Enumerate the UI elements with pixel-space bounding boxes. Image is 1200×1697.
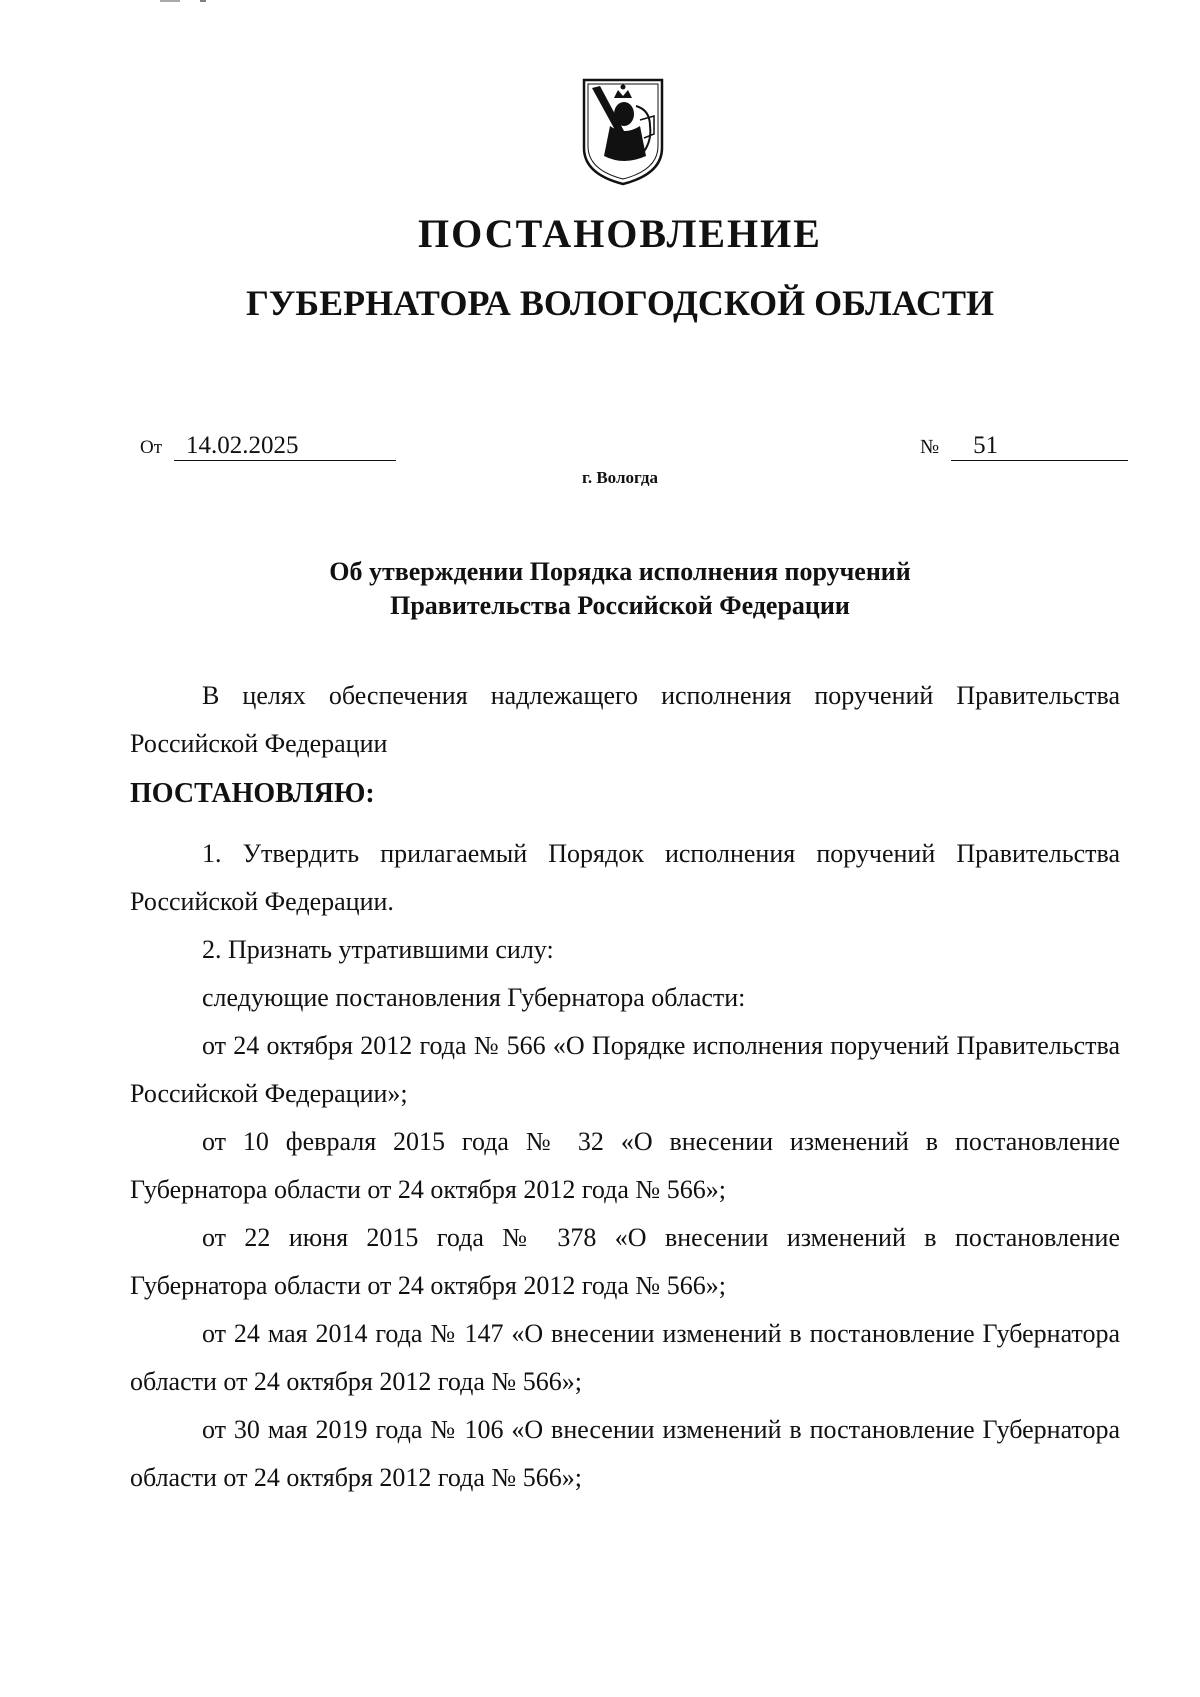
coat-of-arms-icon	[580, 76, 666, 188]
number-label: №	[920, 436, 940, 458]
body-paragraph: следующие постановления Губернатора области:	[202, 983, 746, 1012]
body-paragraph: от 24 мая 2014 года № 147 «О внесении изменений в постановление Губернатора области от 24 октября 2012 года № 566»;	[130, 1319, 1120, 1396]
date-label: От	[140, 437, 163, 458]
date-value: 14.02.2025	[174, 432, 396, 461]
intro-paragraph: В целях обеспечения надлежащего исполнения поручений Правительства Российской Федерации	[130, 681, 1120, 758]
body-paragraph: от 22 июня 2015 года № 378 «О внесении изменений в постановление Губернатора области от 24 октября 2012 года № 566»;	[130, 1223, 1120, 1300]
body-paragraph: от 10 февраля 2015 года № 32 «О внесении изменений в постановление Губернатора области от 24 октября 2012 года № 566»;	[130, 1127, 1120, 1204]
scan-artifact	[160, 0, 220, 6]
decree-heading: ПОСТАНОВЛЯЮ:	[130, 778, 375, 809]
body-paragraph: от 24 октября 2012 года № 566 «О Порядке исполнения поручений Правительства Российской Федерации»;	[130, 1031, 1120, 1108]
subject-line-2: Правительства Российской Федерации	[390, 591, 850, 620]
date-field	[140, 432, 396, 461]
document-body	[130, 672, 1120, 1502]
body-paragraph: от 30 мая 2019 года № 106 «О внесении изменений в постановление Губернатора области от 24 октября 2012 года № 566»;	[130, 1415, 1120, 1492]
city-label: г. Вологда	[582, 468, 658, 487]
body-paragraph: 2. Признать утратившими силу:	[202, 935, 554, 964]
number-field	[920, 432, 1128, 461]
number-value: 51	[951, 432, 1128, 461]
subject-line-1: Об утверждении Порядка исполнения поручений	[329, 557, 911, 586]
issuer-title: ГУБЕРНАТОРА ВОЛОГОДСКОЙ ОБЛАСТИ	[245, 283, 995, 323]
document-title: ПОСТАНОВЛЕНИЕ	[418, 211, 822, 256]
document-subject	[0, 555, 1200, 623]
body-paragraph: 1. Утвердить прилагаемый Порядок исполнения поручений Правительства Российской Федерации.	[130, 839, 1120, 916]
